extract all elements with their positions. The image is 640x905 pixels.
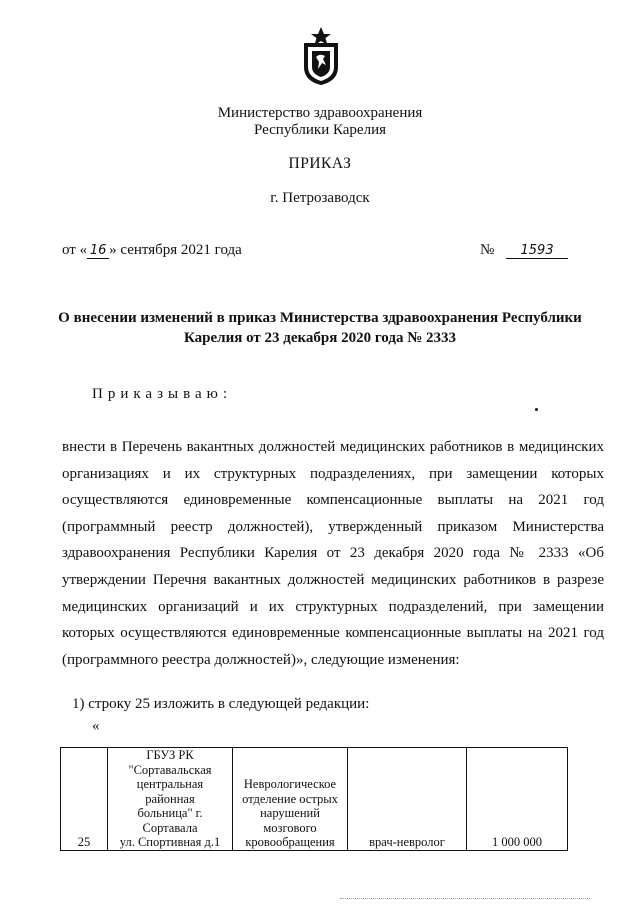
cell-row-number: 25 [61,748,108,851]
order-subject [40,308,600,348]
karelia-coat-of-arms-icon [298,25,344,87]
org-line: центральная районная [136,777,204,806]
city-name: г. Петрозаводск [270,190,370,206]
order-date [62,242,242,259]
dept-line: отделение острых [242,791,338,806]
org-line: ул. Спортивная д.1 [119,835,221,849]
subject-line2: Карелия от 23 декабря 2020 года № 2333 [183,330,457,346]
item-1-text: 1) строку 25 изложить в следующей редакции: [72,696,370,712]
cell-organization [108,748,233,851]
scan-artifact-line [340,898,590,900]
date-day-handwritten: 16 [87,243,109,259]
position-table [60,747,568,851]
cell-position: врач-невролог [348,748,467,851]
order-number [480,242,568,259]
number-label: № [480,242,495,258]
table-row [61,748,568,851]
decree-word: Приказываю: [92,386,232,402]
ministry-name-line1: Министерство здравоохранения [217,105,423,121]
scan-speck [535,408,538,411]
date-prefix: от « [62,242,88,258]
order-number-handwritten: 1593 [506,243,568,259]
opening-quote: « [92,718,100,734]
subject-line1: О внесении изменений в приказ Министерства здравоохранения Республики [58,310,582,326]
dept-line: нарушений [260,806,320,820]
dept-line: кровообращения [245,835,335,849]
date-suffix: » сентября 2021 года [109,242,242,258]
dept-line: Неврологическое [243,777,337,791]
org-line: ГБУЗ РК [146,748,194,762]
cell-amount: 1 000 000 [467,748,568,851]
order-body-text: внести в Перечень вакантных должностей медицинских работников в медицинских организациях и их структурных подразделениях, при замещении которых осуществляются единовременные компенсационные выплаты на 2021 год (программный реестр должностей), утвержденный приказом Министерства здравоохранения Республики Карелия от 23 декабря 2020 года № 2333 «Об утверждении Перечня вакантных должностей медицинских работников в разрезе медицинских организаций и их структурных подразделений, при замещении которых осуществляются единовременные компенсационные выплаты на 2021 год (программного реестра должностей)», следующие изменения: [62,439,604,668]
dept-line: мозгового [263,820,317,835]
org-line: больница" г. Сортавала [137,806,203,835]
org-line: "Сортавальская [128,762,212,777]
ministry-name-line2: Республики Карелия [253,122,387,138]
cell-department [233,748,348,851]
order-title: ПРИКАЗ [288,155,352,172]
